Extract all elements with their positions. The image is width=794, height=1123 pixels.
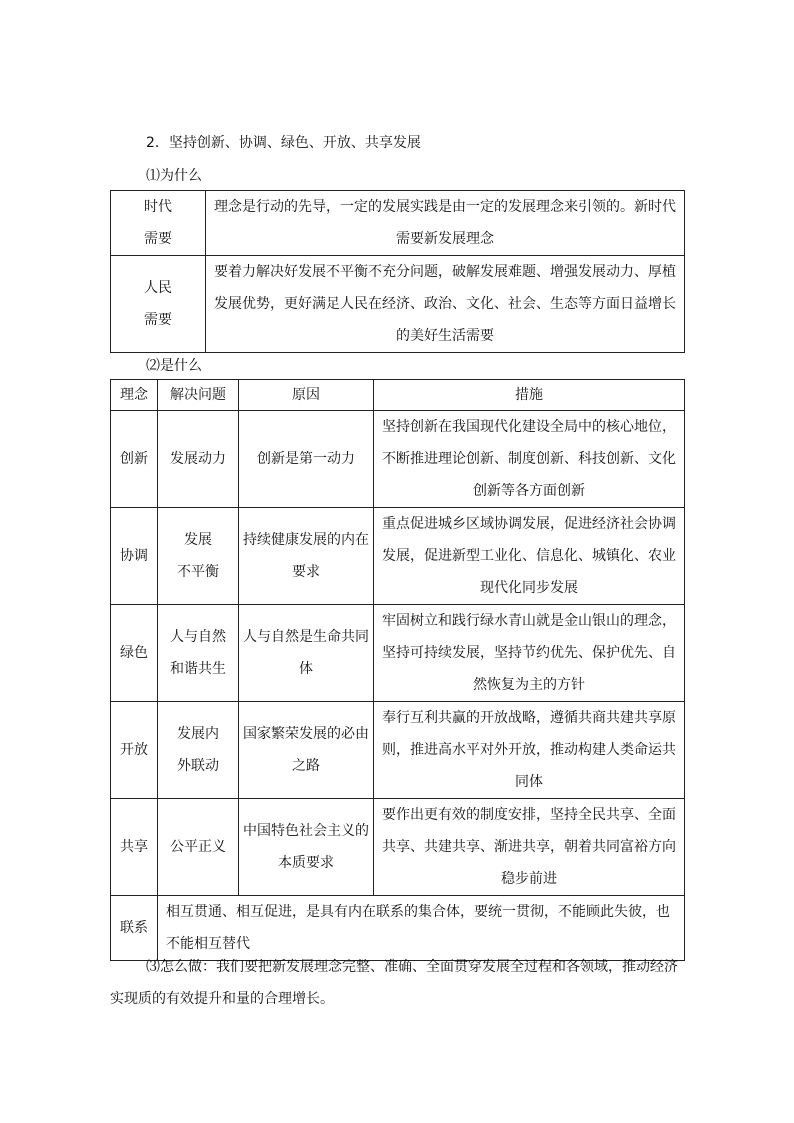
table-row (111, 702, 685, 799)
problem-cell: 公平正义 (158, 799, 239, 896)
table-row (111, 799, 685, 896)
header-concept: 理念 (111, 380, 158, 411)
concept-cell: 开放 (111, 702, 158, 799)
concept-cell: 共享 (111, 799, 158, 896)
measure-cell: 坚持创新在我国现代化建设全局中的核心地位，不断推进理论创新、制度创新、科技创新、文化创新等各方面创新 (374, 411, 685, 508)
measure-cell: 要作出更有效的制度安排，坚持全民共享、全面共享、共建共享、渐进共享，朝着共同富裕方向稳步前进 (374, 799, 685, 896)
table-row (111, 256, 685, 353)
header-measure: 措施 (374, 380, 685, 411)
problem-cell: 人与自然 和谐共生 (158, 605, 239, 702)
link-label: 联系 (111, 896, 158, 961)
table-row (111, 191, 685, 256)
why-row-text: 要着力解决好发展不平衡不充分问题，破解发展难题、增强发展动力、厚植发展优势，更好满足人民在经济、政治、文化、社会、生态等方面日益增长的美好生活需要 (206, 256, 685, 353)
table-row (111, 508, 685, 605)
why-row-label: 人民 需要 (111, 256, 206, 353)
header-problem: 解决问题 (158, 380, 239, 411)
measure-cell: 牢固树立和践行绿水青山就是金山银山的理念，坚持可持续发展，坚持节约优先、保护优先、自然恢复为主的方针 (374, 605, 685, 702)
header-reason: 原因 (239, 380, 374, 411)
concept-cell: 创新 (111, 411, 158, 508)
what-table (110, 379, 685, 961)
section-heading: 2．坚持创新、协调、绿色、开放、共享发展 (146, 135, 421, 151)
reason-cell: 国家繁荣发展的必由之路 (239, 702, 374, 799)
measure-cell: 重点促进城乡区域协调发展，促进经济社会协调发展，促进新型工业化、信息化、城镇化、农业现代化同步发展 (374, 508, 685, 605)
problem-cell: 发展 不平衡 (158, 508, 239, 605)
why-table (110, 190, 685, 353)
why-subheading: ⑴为什么 (146, 168, 202, 184)
how-paragraph: ⑶怎么做：我们要把新发展理念完整、准确、全面贯穿发展全过程和各领域，推动经济实现质的有效提升和量的合理增长。 (110, 959, 678, 1007)
what-subheading: ⑵是什么 (146, 358, 202, 374)
link-text: 相互贯通、相互促进，是具有内在联系的集合体，要统一贯彻，不能顾此失彼，也不能相互替代 (158, 896, 685, 961)
concept-cell: 协调 (111, 508, 158, 605)
reason-cell: 中国特色社会主义的本质要求 (239, 799, 374, 896)
measure-cell: 奉行互利共赢的开放战略，遵循共商共建共享原则，推进高水平对外开放，推动构建人类命运共同体 (374, 702, 685, 799)
why-row-label: 时代 需要 (111, 191, 206, 256)
problem-cell: 发展内 外联动 (158, 702, 239, 799)
reason-cell: 人与自然是生命共同体 (239, 605, 374, 702)
why-row-text: 理念是行动的先导，一定的发展实践是由一定的发展理念来引领的。新时代需要新发展理念 (206, 191, 685, 256)
reason-cell: 持续健康发展的内在要求 (239, 508, 374, 605)
table-row (111, 411, 685, 508)
table-row (111, 605, 685, 702)
concept-cell: 绿色 (111, 605, 158, 702)
table-header-row (111, 380, 685, 411)
problem-cell: 发展动力 (158, 411, 239, 508)
reason-cell: 创新是第一动力 (239, 411, 374, 508)
